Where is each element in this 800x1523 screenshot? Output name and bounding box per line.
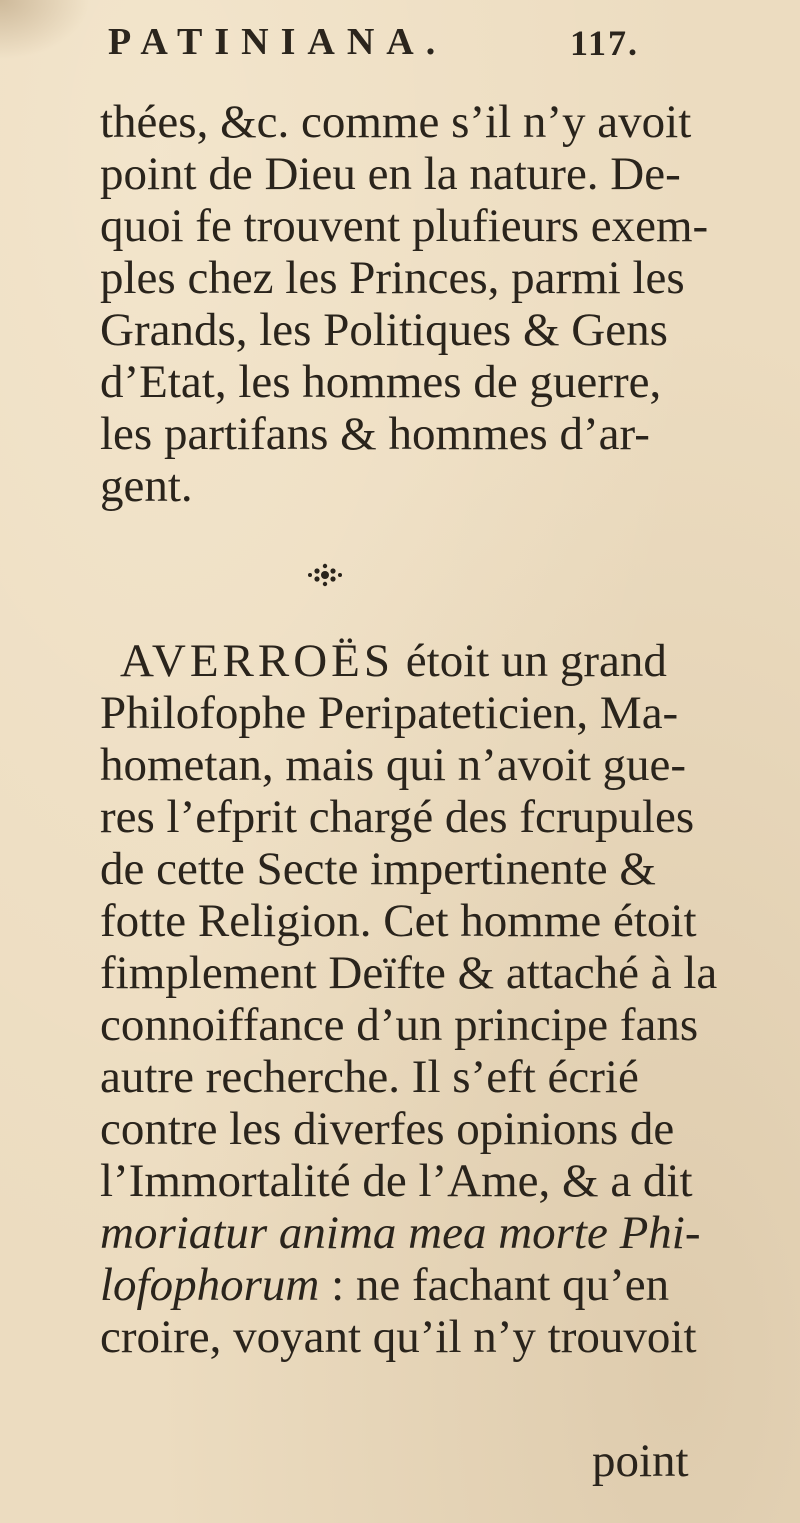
text-line: ples chez les Princes, parmi les	[100, 252, 685, 304]
fleuron-ornament-icon	[306, 562, 344, 588]
text-line: autre recherche. Il s’eft écrié	[100, 1051, 639, 1103]
text-line: croire, voyant qu’il n’y trouvoit	[100, 1311, 697, 1363]
text-line: Philofophe Peripateticien, Ma-	[100, 687, 679, 739]
page-header	[100, 6, 700, 86]
latin-quote-line: moriatur anima mea morte Phi-	[100, 1207, 701, 1259]
text-line: quoi fe trouvent plufieurs exem-	[100, 200, 709, 252]
text-line: l’Immortalité de l’Ame, & a dit	[100, 1155, 693, 1207]
text-line: hometan, mais qui n’avoit gue-	[100, 739, 687, 791]
text-line: connoiffance d’un principe fans	[100, 999, 699, 1051]
text-line-mixed	[100, 1259, 670, 1311]
text-line-first	[100, 635, 670, 687]
page-number: 117.	[570, 23, 640, 63]
text-line: contre les diverfes opinions de	[100, 1103, 675, 1155]
page-stain	[0, 0, 90, 60]
text-line: fimplement Deïfte & attaché à la	[100, 947, 718, 999]
averroes-name: AVERROËS	[120, 635, 395, 687]
text-line: fotte Religion. Cet homme étoit	[100, 895, 697, 947]
text-line-rest: : ne fachant qu’en	[319, 1259, 670, 1311]
catchword: point	[592, 1435, 689, 1487]
running-head: PATINIANA.	[108, 21, 448, 63]
text-line: de cette Secte impertinente &	[100, 843, 656, 895]
text-line: les partifans & hommes d’ar-	[100, 408, 650, 460]
text-line: Grands, les Politiques & Gens	[100, 304, 668, 356]
text-line: gent.	[100, 460, 193, 512]
text-line: d’Etat, les hommes de guerre,	[100, 356, 662, 408]
paragraph-1	[100, 96, 709, 512]
text-line: res l’efprit chargé des fcrupules	[100, 791, 695, 843]
first-line-rest: étoit un grand	[394, 635, 667, 687]
text-line: point de Dieu en la nature. De-	[100, 148, 681, 200]
latin-quote-end: lofophorum	[100, 1259, 320, 1311]
paragraph-2	[100, 635, 718, 1363]
text-line: thées, &c. comme s’il n’y avoit	[100, 96, 692, 148]
